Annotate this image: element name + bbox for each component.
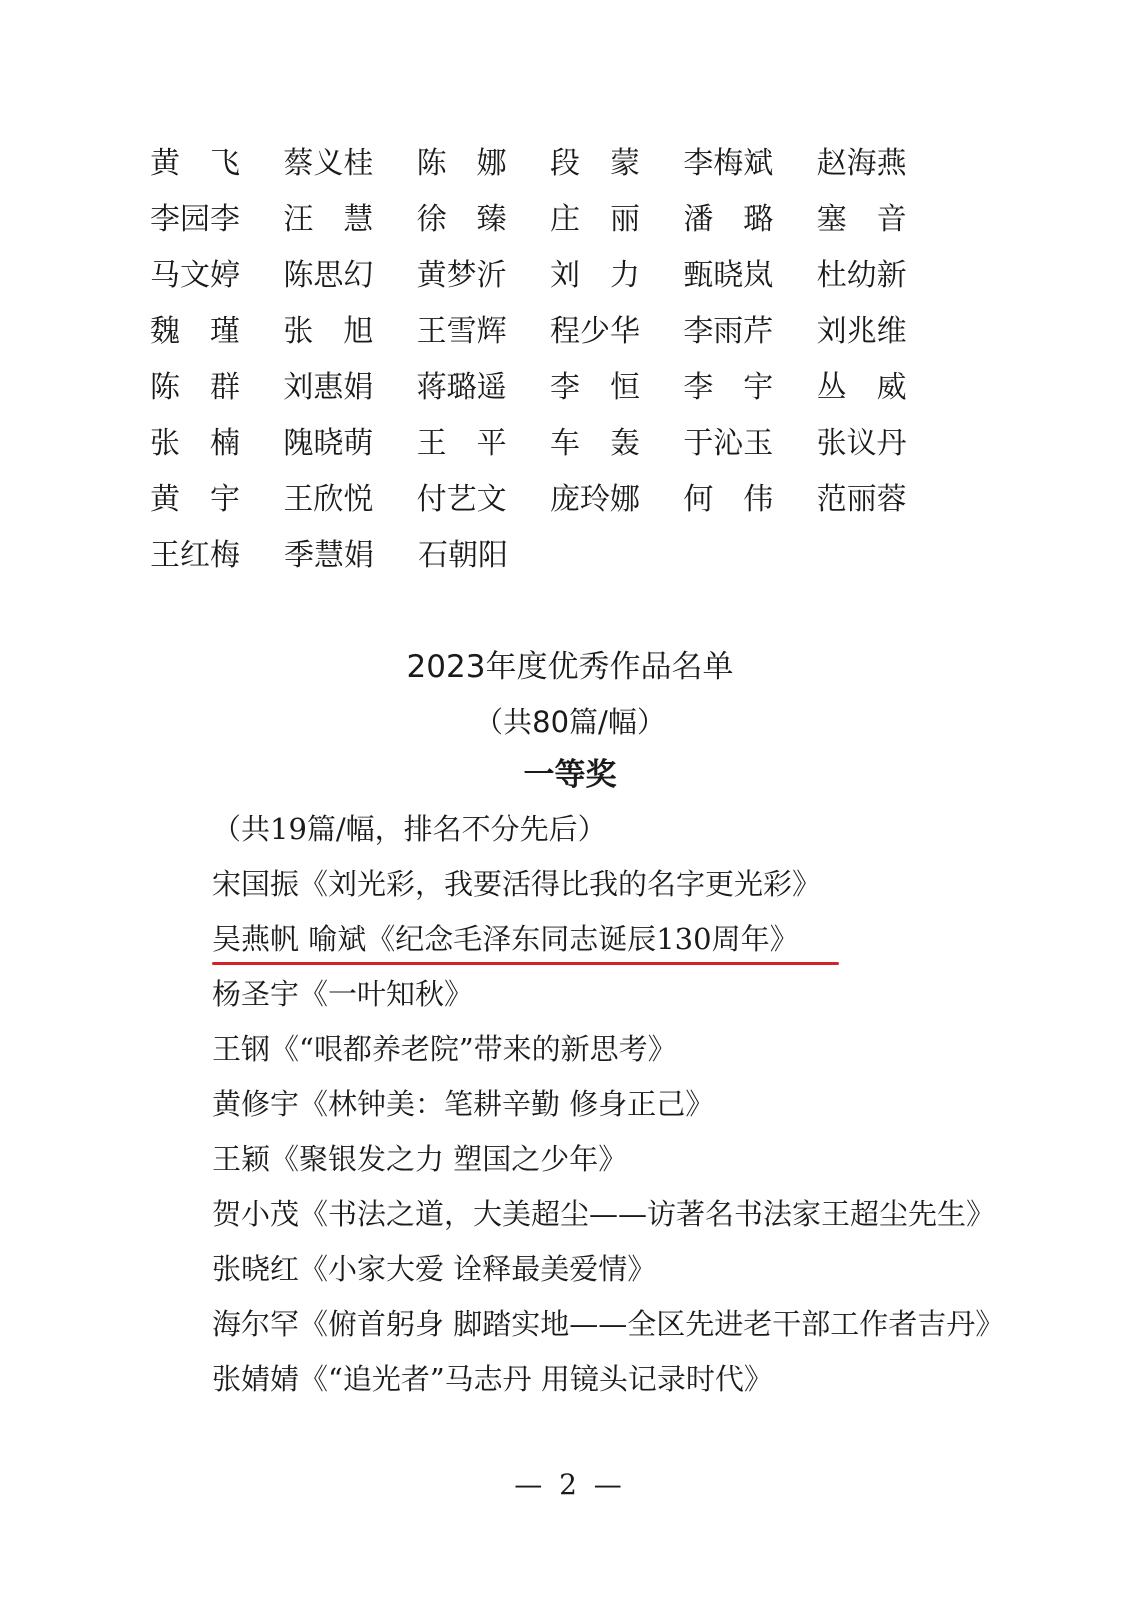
name-cell: 刘兆维	[816, 314, 907, 349]
name-cell: 李宇	[683, 370, 804, 405]
name-cell: 刘惠娟	[283, 370, 374, 405]
red-underline	[212, 962, 839, 965]
name-cell: 庄丽	[549, 202, 670, 237]
work-item: 海尔罕《俯首躬身 脚踏实地——全区先进老干部工作者吉丹》	[212, 1307, 1005, 1341]
name-cell: 张楠	[150, 426, 270, 461]
work-item: 张晓红《小家大爱 诠释最美爱情》	[212, 1252, 657, 1286]
name-cell: 张议丹	[816, 426, 907, 461]
name-cell: 马文婷	[150, 258, 240, 293]
work-item-highlighted	[212, 912, 1112, 967]
name-cell: 季慧娟	[284, 538, 374, 573]
name-cell: 范丽蓉	[816, 482, 907, 517]
section-title: 2023年度优秀作品名单	[406, 649, 734, 685]
works-list	[212, 802, 1112, 1407]
name-cell: 蒋璐遥	[416, 370, 507, 405]
name-cell: 石朝阳	[418, 538, 508, 573]
name-cell: 王欣悦	[283, 482, 374, 517]
section-count: （共80篇/幅）	[474, 705, 666, 739]
name-cell: 徐臻	[416, 202, 537, 237]
name-cell: 黄飞	[150, 146, 270, 181]
name-cell: 李园李	[150, 202, 240, 237]
name-cell: 李恒	[549, 370, 670, 405]
name-cell: 段蒙	[549, 146, 670, 181]
name-cell: 陈娜	[416, 146, 537, 181]
name-cell: 于沁玉	[683, 426, 774, 461]
names-row	[150, 360, 950, 416]
name-cell: 魏瑾	[150, 314, 270, 349]
name-cell: 刘力	[549, 258, 670, 293]
work-item: 杨圣宇《一叶知秋》	[212, 977, 474, 1011]
names-row	[150, 248, 950, 304]
names-row	[150, 136, 950, 192]
name-cell: 李梅斌	[683, 146, 774, 181]
name-cell: 潘璐	[683, 202, 804, 237]
name-cell: 汪慧	[283, 202, 404, 237]
name-cell: 付艺文	[416, 482, 507, 517]
name-cell: 程少华	[549, 314, 640, 349]
name-cell: 陈思幻	[283, 258, 374, 293]
name-cell: 甄晓岚	[683, 258, 774, 293]
name-cell: 何伟	[683, 482, 804, 517]
name-cell: 黄宇	[150, 482, 270, 517]
page-number: — 2 —	[514, 1468, 626, 1501]
work-item-text: 吴燕帆 喻斌《纪念毛泽东同志诞辰130周年》	[212, 922, 799, 956]
name-cell: 塞音	[816, 202, 937, 237]
work-item: 宋国振《刘光彩，我要活得比我的名字更光彩》	[212, 867, 822, 901]
name-cell: 赵海燕	[816, 146, 907, 181]
names-row	[150, 304, 950, 360]
names-row	[150, 192, 950, 248]
work-item: 王颖《聚银发之力 塑国之少年》	[212, 1142, 628, 1176]
work-item: 张婧婧《“追光者”马志丹 用镜头记录时代》	[212, 1362, 773, 1396]
name-cell: 陈群	[150, 370, 270, 405]
name-cell: 黄梦沂	[416, 258, 507, 293]
name-cell: 庞玲娜	[549, 482, 640, 517]
name-cell: 杜幼新	[816, 258, 907, 293]
name-cell: 张旭	[283, 314, 404, 349]
work-item: 贺小茂《书法之道，大美超尘——访著名书法家王超尘先生》	[212, 1197, 996, 1231]
prize-title: 一等奖	[523, 757, 617, 793]
names-row	[150, 528, 950, 584]
name-cell: 车轰	[549, 426, 670, 461]
name-cell: 丛威	[816, 370, 937, 405]
name-cell: 王平	[416, 426, 537, 461]
name-cell: 蔡义桂	[283, 146, 374, 181]
name-cell: 王雪辉	[416, 314, 507, 349]
name-cell: 王红梅	[150, 538, 240, 573]
names-grid	[150, 136, 950, 584]
name-cell: 李雨芹	[683, 314, 774, 349]
name-cell: 隗晓萌	[283, 426, 374, 461]
prize-note: （共19篇/幅，排名不分先后）	[212, 812, 607, 846]
names-row	[150, 416, 950, 472]
work-item: 黄修宇《林钟美：笔耕辛勤 修身正己》	[212, 1087, 715, 1121]
work-item: 王钢《“哏都养老院”带来的新思考》	[212, 1032, 677, 1066]
names-row	[150, 472, 950, 528]
